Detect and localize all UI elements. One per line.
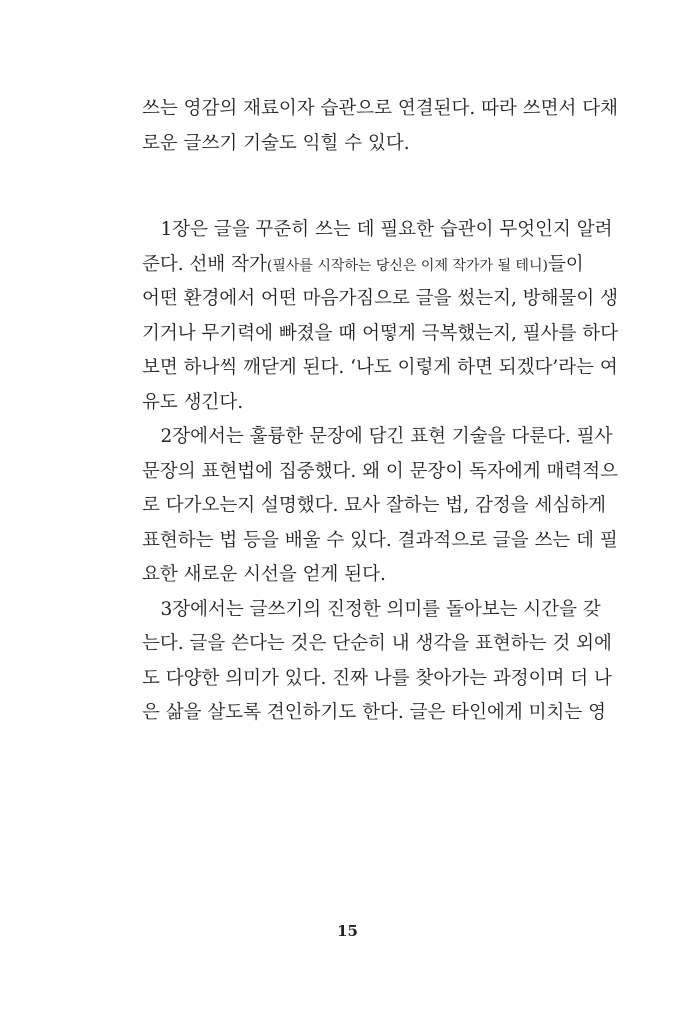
text-segment: 들이 xyxy=(547,253,584,275)
paragraph-chapter-2 xyxy=(142,420,618,593)
text-line: 쓰는 영감의 재료이자 습관으로 연결된다. 따라 쓰면서 다채 xyxy=(142,98,618,119)
text-line: 3장에서는 글쓰기의 진정한 의미를 돌아보는 시간을 갖 xyxy=(142,598,601,620)
text-line: 기거나 무기력에 빠졌을 때 어떻게 극복했는지, 필사를 하다 xyxy=(142,322,618,344)
page-number: 15 xyxy=(337,922,358,940)
parenthetical-note: (필사를 시작하는 당신은 이제 작가가 될 테니) xyxy=(266,257,548,274)
text-line: 1장은 글을 꾸준히 쓰는 데 필요한 습관이 무엇인지 알려 xyxy=(142,219,613,240)
text-line: 2장에서는 훌륭한 문장에 담긴 표현 기술을 다룬다. 필사 xyxy=(142,426,613,447)
body-paragraphs xyxy=(142,213,618,731)
text-line: 문장의 표현법에 집중했다. 왜 이 문장이 독자에게 매력적으 xyxy=(142,460,618,482)
paragraph-chapter-3 xyxy=(142,593,612,731)
text-line: 로운 글쓰기 기술도 익힐 수 있다. xyxy=(142,132,410,154)
text-line: 로 다가오는지 설명했다. 묘사 잘하는 법, 감정을 세심하게 xyxy=(142,495,606,516)
text-line: 는다. 글을 쓴다는 것은 단순히 내 생각을 표현하는 것 외에 xyxy=(142,633,612,654)
continuation-paragraph xyxy=(142,92,618,161)
text-line: 도 다양한 의미가 있다. 진짜 나를 찾아가는 과정이며 더 나 xyxy=(142,667,612,689)
text-line: 유도 생긴다. xyxy=(142,391,244,413)
paragraph-chapter-1 xyxy=(142,213,618,420)
text-line-with-note xyxy=(142,248,594,283)
text-line: 요한 새로운 시선을 얻게 된다. xyxy=(142,564,386,585)
text-line: 은 삶을 살도록 견인하기도 한다. 글은 타인에게 미치는 영 xyxy=(142,702,606,723)
text-line: 표현하는 법 등을 배울 수 있다. 결과적으로 글을 쓰는 데 필 xyxy=(142,529,618,551)
text-line: 어떤 환경에서 어떤 마음가짐으로 글을 썼는지, 방해물이 생 xyxy=(142,288,618,309)
text-segment: 준다. 선배 작가 xyxy=(142,253,267,275)
text-line: 보면 하나씩 깨닫게 된다. ‘나도 이렇게 하면 되겠다’라는 여 xyxy=(142,357,618,378)
